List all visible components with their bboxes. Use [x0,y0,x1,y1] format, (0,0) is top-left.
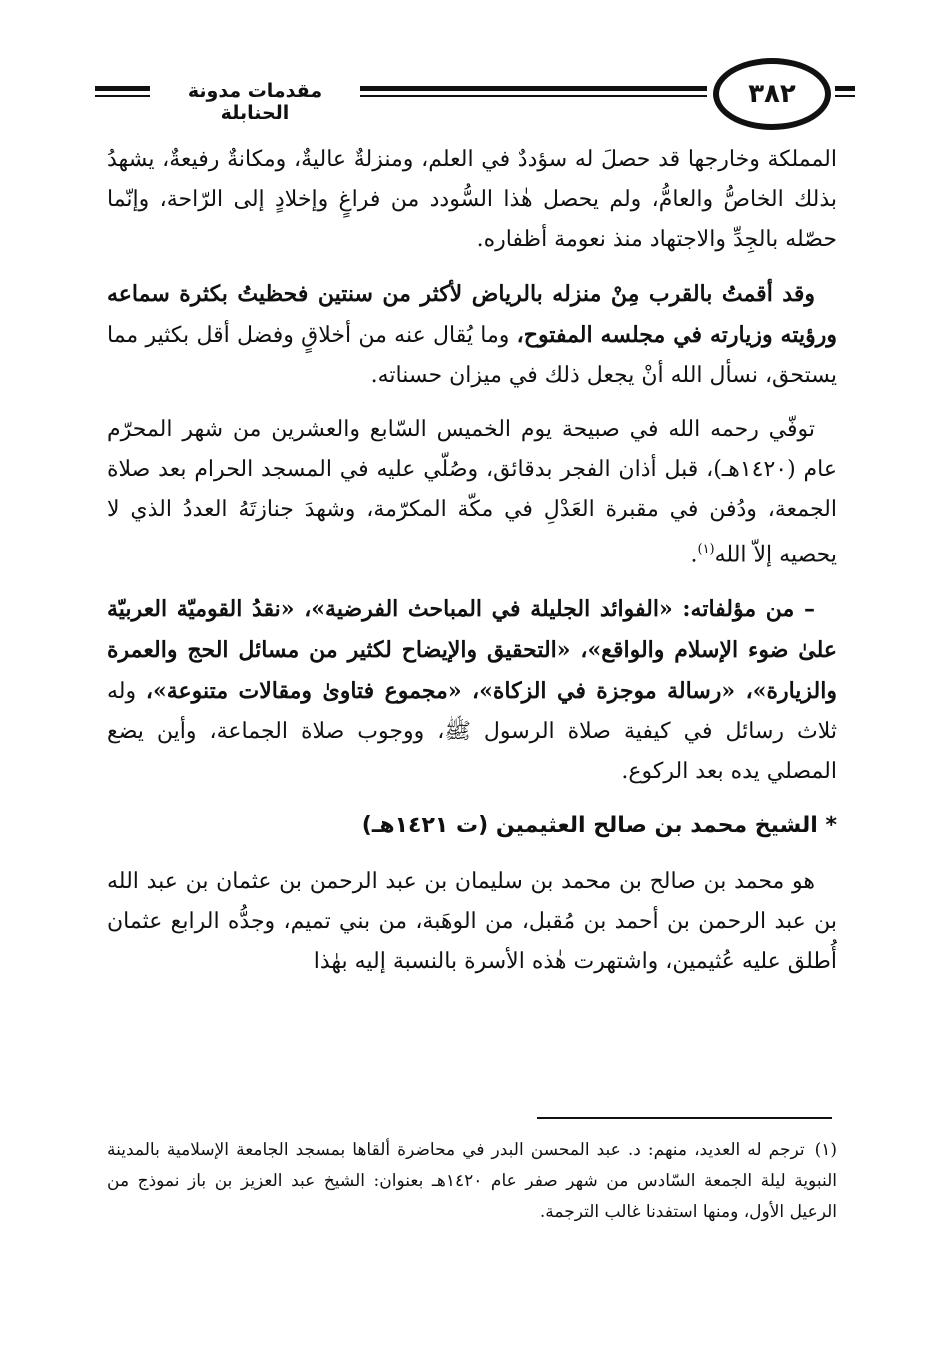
footnote [107,1135,837,1228]
header-rule-right [835,86,855,100]
paragraph-3-text: توفّي رحمه الله في صبيحة يوم الخميس السّابع والعشرين من شهر المحرّم عام (١٤٢٠هـ)، قبل أذان الفجر بدقائق، وصُلّي عليه في المسجد الحرام بعد صلاة الجمعة، ودُفن في مقبرة العَدْلِ في مكّة المكرّمة، وشهدَ جنازتَهُ العددُ الذي لا يحصيه إلاّ الله [107,417,837,568]
paragraph-4-rest: وله ثلاث رسائل في كيفية صلاة الرسول ﷺ، ووجوب صلاة الجماعة، وأين يضع المصلي يده بعد الركوع. [107,679,837,785]
header-rule-left-end [95,86,150,100]
paragraph-4 [107,589,837,792]
page-number-badge: ٣٨٢ [713,58,831,130]
footnote-separator [537,1117,832,1119]
paragraph-2 [107,274,837,396]
footnote-number: (١) [814,1140,837,1160]
page-header [95,58,845,128]
paragraph-2-bold: وقد أقمتُ بالقرب مِنْ منزله بالرياض لأكثر من سنتين فحظيتُ بكثرة سماعه ورؤيته وزيارته في مجلسه المفتوح، [107,281,837,348]
running-title: مقدمات مدونة الحنابلة [187,80,323,124]
footnote-reference[interactable]: (١) [697,542,715,557]
section-heading: * الشيخ محمد بن صالح العثيمين (ت ١٤٢١هـ) [361,813,837,839]
works-list: – من مؤلفاته: «الفوائد الجليلة في المباحث الفرضية»، «نقدُ القوميّة العربيّة علىٰ ضوء الإسلام والواقع»، «التحقيق والإيضاح لكثير من مسائل الحج والعمرة والزيارة»، «رسالة موجزة في الزكاة»، «مجموع فتاوىٰ ومقالات متنوعة»، [107,596,837,705]
paragraph-3 [107,410,837,575]
paragraph-2-rest: وما يُقال عنه من أخلاقٍ وفضل أقل بكثير مما يستحق، نسأل الله أنْ يجعل ذلك في ميزان حسناته. [107,323,837,388]
footnote-text: ترجم له العديد، منهم: د. عبد المحسن البدر في محاضرة ألقاها بمسجد الجامعة الإسلامية بالمدينة النبوية ليلة الجمعة السّادس من شهر صفر عام ١٤٢٠هـ بعنوان: الشيخ عبد العزيز بن باز نموذج من الرعيل الأول، ومنها استفدنا غالب الترجمة. [107,1140,837,1222]
paragraph-3-end: . [690,542,698,568]
header-rule-middle [360,86,707,100]
paragraph-1: المملكة وخارجها قد حصلَ له سؤددٌ في العلم، ومنزلةٌ عاليةٌ، ومكانةٌ رفيعةٌ، يشهدُ بذلك الخاصُّ والعامُّ، ولم يحصل هٰذا السُّودد من فراغٍ وإخلادٍ إلى الرّاحة، وإنّما حصّله بالجِدِّ والاجتهاد منذ نعومة أظفاره. [107,147,837,252]
main-text [107,140,837,996]
paragraph-5: هو محمد بن صالح بن محمد بن سليمان بن عبد الرحمن بن عثمان بن عبد الله بن عبد الرحمن بن أحمد بن مُقبل، من الوهَبة، من بني تميم، وجدُّه الرابع عثمان أُطلق عليه عُثيمين، واشتهرت هٰذه الأسرة بالنسبة إليه بهٰذا [107,869,837,975]
